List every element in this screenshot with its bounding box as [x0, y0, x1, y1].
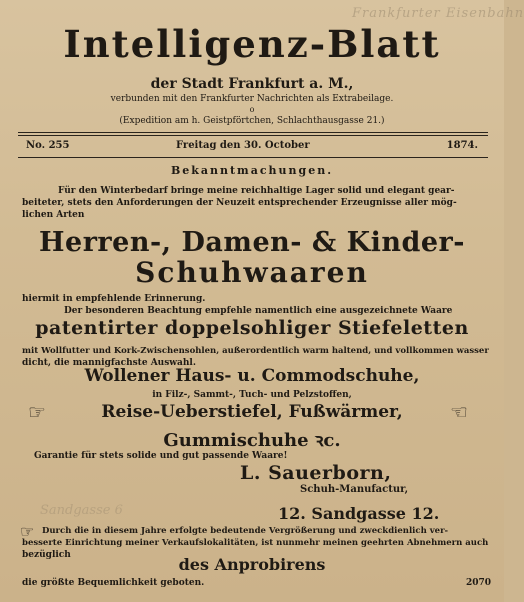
- issue-year: 1874.: [446, 140, 478, 151]
- product-hausschuhe-detail: in Filz-, Sammt-, Tuch- und Pelzstoffen,: [152, 390, 352, 400]
- product-hausschuhe: Wollener Haus- u. Commodschuhe,: [84, 366, 420, 386]
- headline-herren-damen-kinder: Herren-, Damen- & Kinder-: [39, 227, 465, 258]
- header-rule-top: [18, 132, 488, 133]
- expedition-address: (Expedition am h. Geistpförtchen, Schlachthausgasse 21.): [119, 116, 385, 126]
- intro-line-1: Für den Winterbedarf bringe meine reichhaltige Lager solid und elegant gear-: [58, 186, 455, 196]
- recommend-line: hiermit in empfehlende Erinnerung.: [22, 294, 206, 304]
- header-rule-bottom: [18, 157, 488, 158]
- bleed-through-text-bottom: Sandgasse 6: [40, 503, 123, 518]
- pointing-hand-left-icon: ☜: [450, 400, 468, 424]
- intro-line-2: beiteter, stets den Anforderungen der Neuzeit entsprechender Erzeugnisse aller mög-: [22, 198, 457, 208]
- masthead-subtitle: der Stadt Frankfurt a. M.,: [150, 76, 354, 92]
- product-ueberstiefel: Reise-Ueberstiefel, Fußwärmer,: [101, 402, 403, 422]
- header-rule-top-double: [18, 135, 488, 136]
- headline-stiefeletten: patentirter doppelsohliger Stiefeletten: [35, 317, 469, 339]
- notice-line-1: Durch die in diesem Jahre erfolgte bedeutende Vergrößerung und zweckdienlich ver-: [42, 526, 449, 536]
- product-gummischuhe: Gummischuhe ꝛc.: [163, 430, 341, 451]
- detail-line-1: mit Wollfutter und Kork-Zwischensohlen, außerordentlich warm haltend, und vollkommen wasser: [22, 346, 489, 356]
- headline-schuhwaaren: Schuhwaaren: [135, 256, 369, 289]
- detail-line-2: dicht, die mannigfachste Auswahl.: [22, 358, 196, 368]
- signature-address: 12. Sandgasse 12.: [278, 504, 440, 523]
- pointing-hand-notice-icon: ☞: [20, 522, 35, 541]
- masthead-title: Intelligenz-Blatt: [63, 22, 441, 66]
- bleed-through-text-top: Frankfurter Eisenbahn: [352, 6, 524, 21]
- issue-number: No. 255: [26, 140, 70, 151]
- issue-date: Freitag den 30. October: [176, 140, 310, 151]
- guarantee-line: Garantie für stets solide und gut passende Waare!: [34, 451, 288, 461]
- notice-line-3: bezüglich: [22, 550, 71, 560]
- section-title: Bekanntmachungen.: [170, 164, 334, 177]
- closing-line: die größte Bequemlichkeit geboten.: [22, 578, 205, 588]
- signature-title: Schuh-Manufactur,: [300, 484, 409, 495]
- pointing-hand-right-icon: ☞: [28, 400, 46, 424]
- notice-line-2: besserte Einrichtung meiner Verkaufslokalitäten, ist nunmehr meinen geehrten Abnehmern auch: [22, 538, 489, 548]
- special-intro: Der besonderen Beachtung empfehle namentlich eine ausgezeichnete Waare: [64, 306, 453, 316]
- notice-headline: des Anprobirens: [178, 555, 326, 574]
- page-number: 2070: [466, 578, 492, 588]
- ornament-divider: o: [249, 105, 255, 114]
- intro-line-3: lichen Arten: [22, 210, 85, 220]
- masthead-tagline: verbunden mit den Frankfurter Nachrichten als Extrabeilage.: [110, 94, 394, 104]
- signature-name: L. Sauerborn,: [240, 462, 392, 484]
